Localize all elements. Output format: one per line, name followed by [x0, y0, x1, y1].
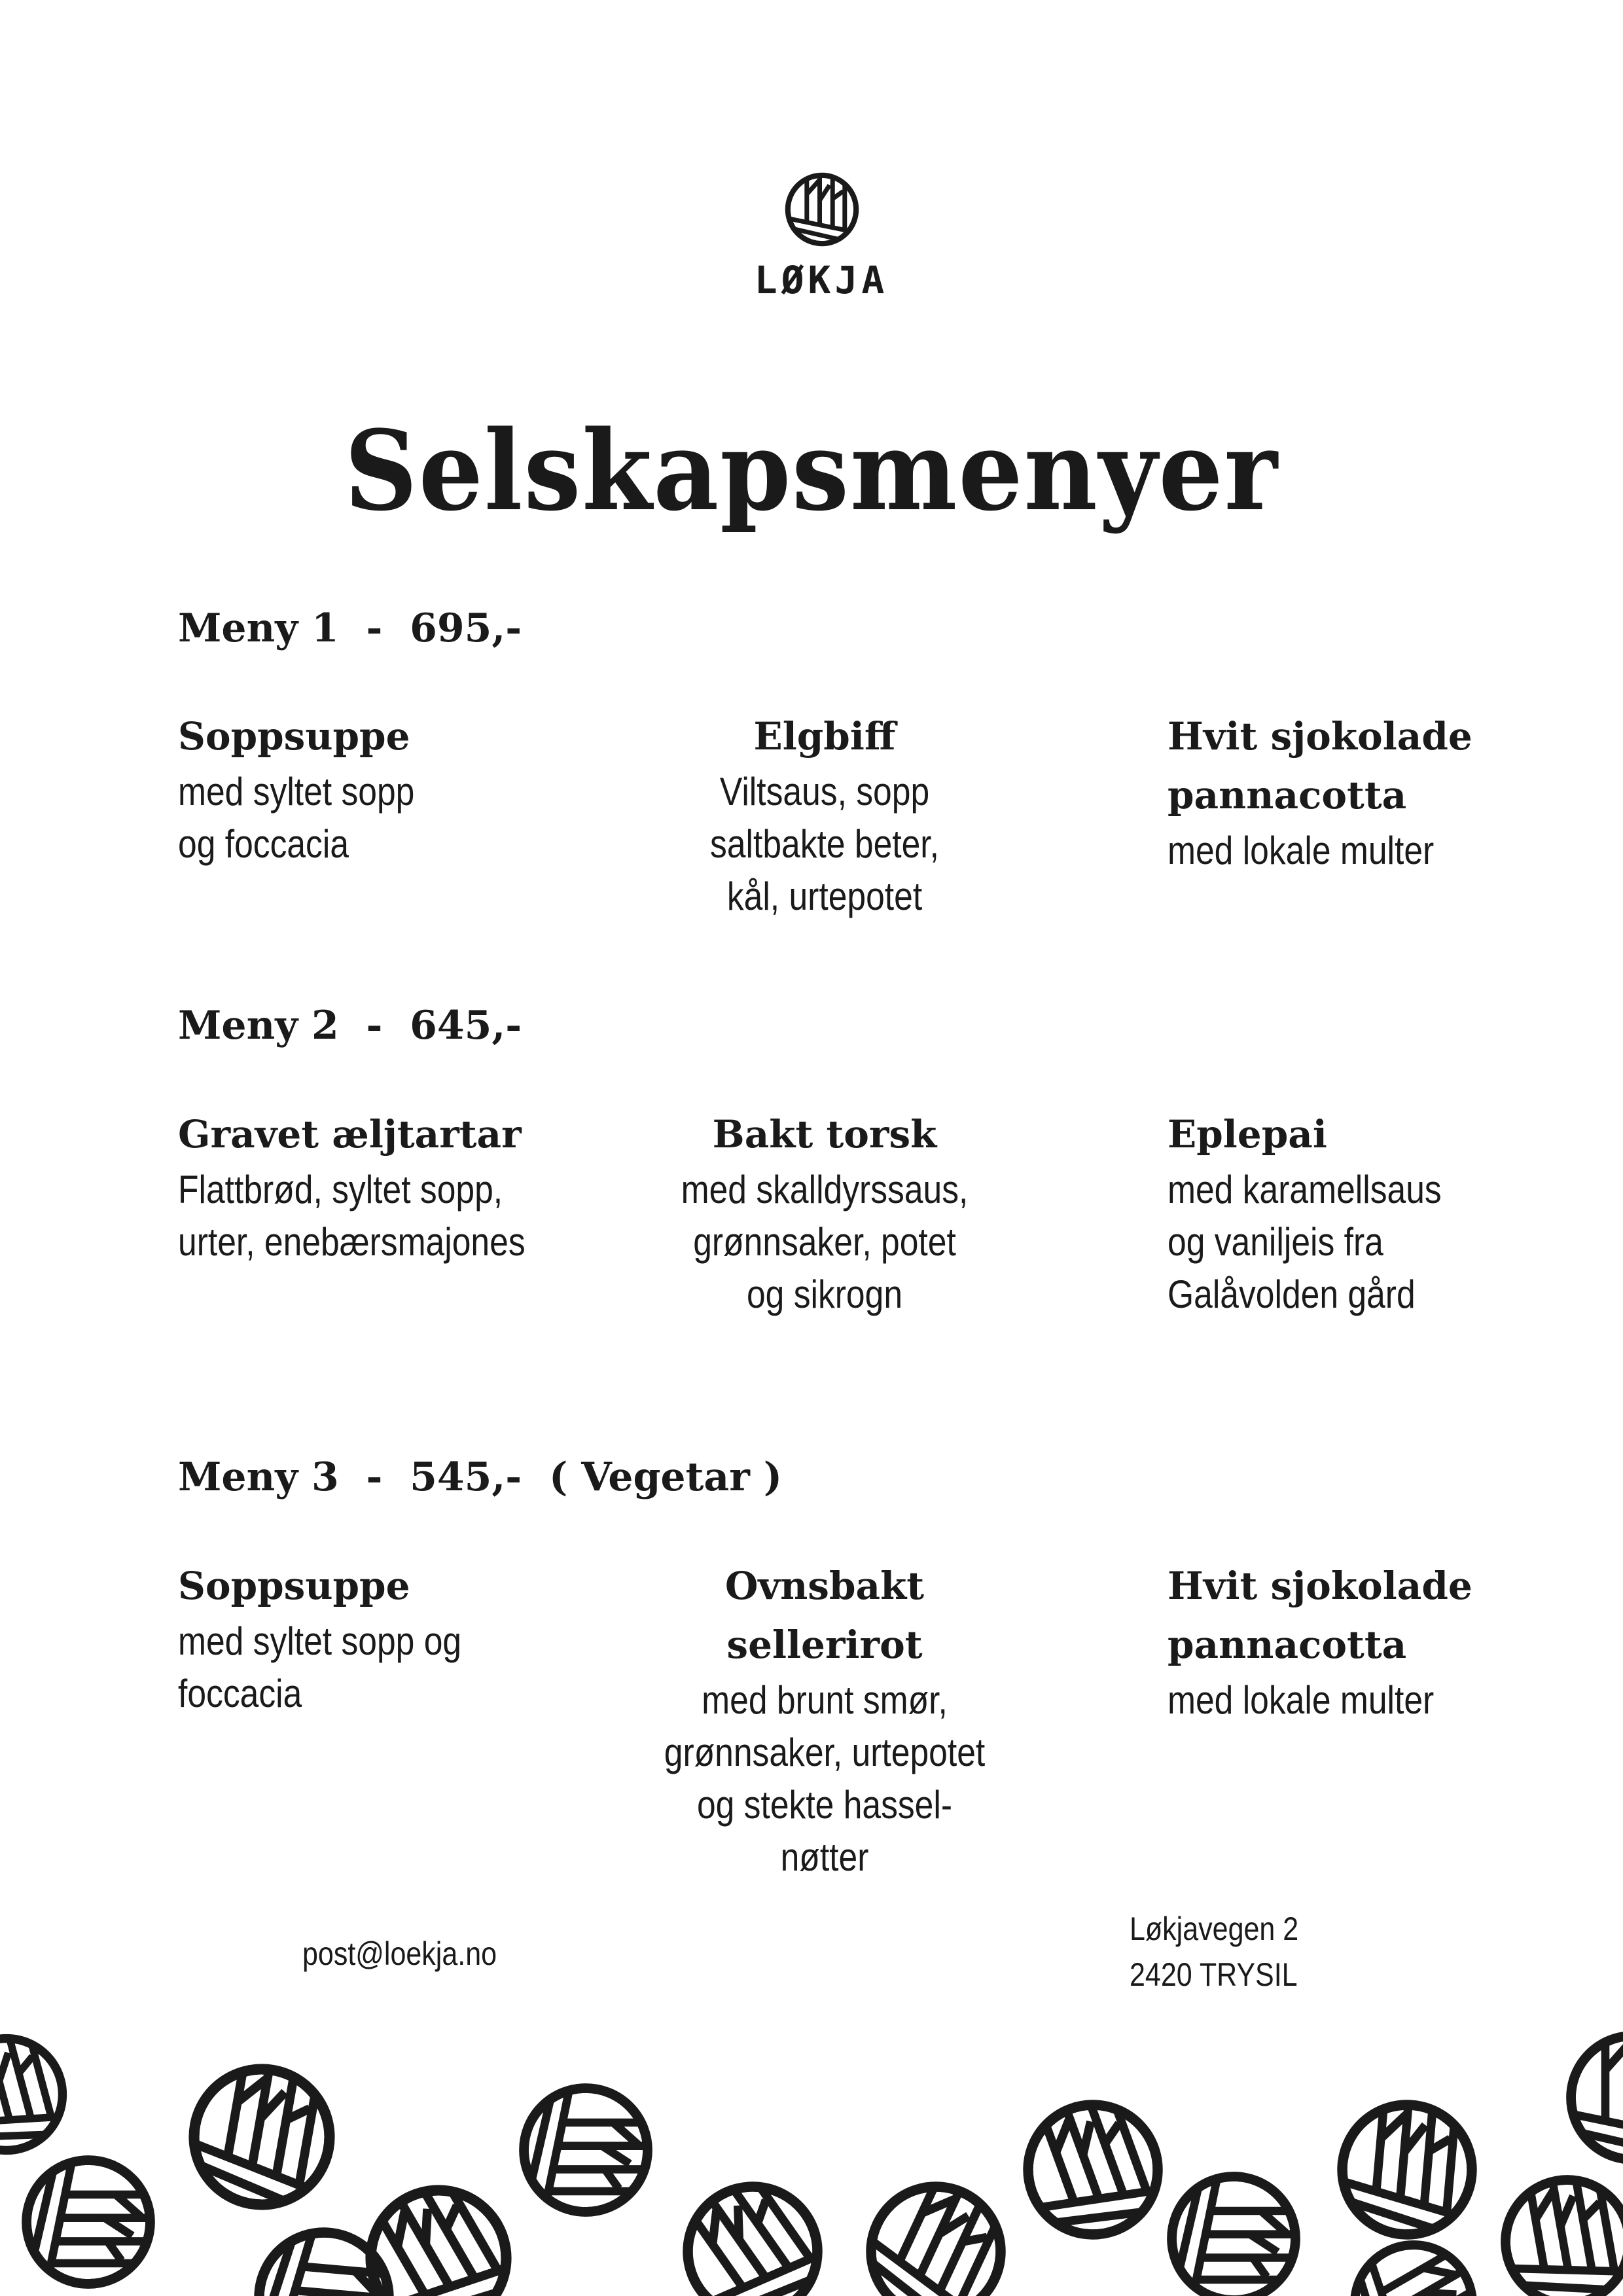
dish-desc-line: grønnsaker, urtepotet [664, 1731, 986, 1774]
dish-name: Soppsuppe [178, 1564, 410, 1608]
dish-desc-line: Viltsaus, sopp [719, 770, 930, 814]
dish-desc-line: grønnsaker, potet [693, 1220, 956, 1264]
dish-name: pannacotta [1168, 773, 1407, 817]
dish-desc-line: med karamellsaus [1168, 1168, 1442, 1211]
address-line: 2420 TRYSIL [1130, 1956, 1298, 1993]
dish-name: Ovnsbakt sellerirot [724, 1564, 925, 1667]
dish-name: Hvit sjokolade [1168, 1564, 1472, 1608]
menu-3-main [622, 1556, 1027, 1884]
dish-name: Elgbiff [753, 714, 896, 759]
contact-address [1130, 1906, 1298, 1998]
forest-circle-icon [784, 171, 860, 247]
dish-desc-line: med syltet sopp [178, 770, 415, 814]
dish-desc-line: nøtter [780, 1835, 869, 1879]
dish-name: Gravet æljtartar [178, 1112, 522, 1157]
dish-desc-line: med lokale multer [1168, 829, 1435, 872]
dish-desc-line: og vaniljeis fra [1168, 1220, 1383, 1264]
dish-desc-line: kål, urtepotet [726, 874, 923, 918]
menu-1-main [622, 707, 1027, 923]
menu-2-dessert [1168, 1105, 1573, 1321]
contact-email[interactable]: post@loekja.no [302, 1935, 497, 1972]
dish-name: Soppsuppe [178, 714, 410, 759]
page-title: Selskapsmenyer [344, 406, 1279, 535]
dish-desc-line: med lokale multer [1168, 1678, 1435, 1722]
dish-desc-line: foccacia [178, 1672, 302, 1715]
dish-name: pannacotta [1168, 1623, 1407, 1667]
menu-1-heading: Meny 1 - 695,- [178, 605, 522, 651]
address-line: Løkjavegen 2 [1130, 1910, 1299, 1947]
dish-desc-line: og stekte hassel- [696, 1783, 953, 1827]
brand-name: LØKJA [754, 258, 889, 302]
menu-3-starter [178, 1556, 584, 1720]
menu-1-dessert [1168, 707, 1573, 877]
forest-circle-pattern-icon [0, 2016, 1623, 2296]
dish-desc-line: med syltet sopp og [178, 1619, 462, 1663]
dish-desc-line: med skalldyrssaus, [681, 1168, 969, 1211]
menu-2-starter [178, 1105, 584, 1268]
dish-desc-line: urter, enebærsmajones [178, 1220, 526, 1264]
menu-2-main [622, 1105, 1027, 1321]
dish-name: Bakt torsk [712, 1112, 937, 1157]
dish-desc-line: og foccacia [178, 822, 349, 866]
dish-desc-line: Flattbrød, syltet sopp, [178, 1168, 503, 1211]
dish-desc-line: med brunt smør, [702, 1678, 948, 1722]
menu-3-dessert [1168, 1556, 1573, 1727]
dish-desc-line: og sikrogn [746, 1272, 903, 1316]
menu-3-heading: Meny 3 - 545,- ( Vegetar ) [178, 1454, 783, 1500]
menu-2-heading: Meny 2 - 645,- [178, 1003, 522, 1049]
dish-desc-line: saltbakte beter, [710, 822, 939, 866]
menu-1-starter [178, 707, 584, 870]
dish-desc-line: Galåvolden gård [1168, 1272, 1416, 1316]
dish-name: Hvit sjokolade [1168, 714, 1472, 759]
dish-name: Eplepai [1168, 1112, 1327, 1157]
